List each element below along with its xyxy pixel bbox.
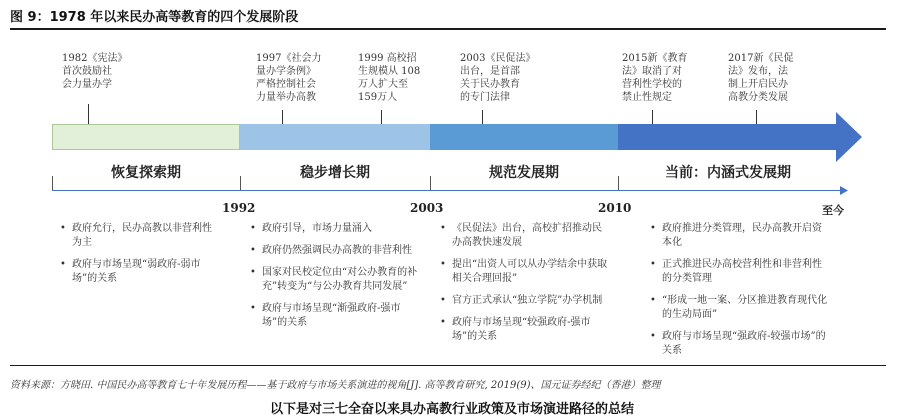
event-tick xyxy=(88,104,89,124)
list-item: • 正式推进民办高校营利性和非营利性的分类管理 xyxy=(650,258,828,286)
title-divider xyxy=(10,28,886,30)
period-label-steady-growth: 稳步增长期 xyxy=(300,165,370,181)
axis-tick xyxy=(240,176,241,190)
event-tick xyxy=(652,110,653,124)
timeline-segment-regulated xyxy=(430,124,618,150)
event-2017-promotion-law: 2017新《民促 法》发布，法 制上开启民办 高教分类发展 xyxy=(728,53,794,103)
list-item: • 政府与市场呈现“较强政府-强市场”的关系 xyxy=(440,316,610,344)
column-recovery xyxy=(60,222,220,294)
timeline-segment-steady-growth xyxy=(240,124,430,150)
period-label-current: 当前：内涵式发展期 xyxy=(665,165,791,181)
axis-tick xyxy=(52,176,53,190)
footer-divider xyxy=(10,365,886,366)
list-item: • 政府仍然强调民办高教的非营利性 xyxy=(250,244,420,258)
period-label-recovery: 恢复探索期 xyxy=(111,165,181,181)
list-item: • 提出“出资人可以从办学结余中获取相关合理回报” xyxy=(440,258,610,286)
year-1992: 1992 xyxy=(222,201,256,215)
cutoff-caption: 以下是对三七全奋以来具办高教行业政策及市场演进路径的总结 xyxy=(270,402,635,417)
figure-title: 图 9：1978 年以来民办高等教育的四个发展阶段 xyxy=(10,10,299,25)
event-tick xyxy=(482,110,483,124)
year-2010: 2010 xyxy=(598,201,632,215)
axis-arrow-icon xyxy=(840,186,848,195)
timeline-arrow-icon xyxy=(836,112,864,162)
source-note: 资料来源：方晓田. 中国民办高等教育七十年发展历程——基于政府与市场关系演进的视角[J]. 高等教育研究, 2019(9)、国元证券经纪（香港）整理 xyxy=(10,380,661,391)
event-1999-expansion: 1999 高校招 生规模从 108 万人扩大至 159万人 xyxy=(358,53,421,103)
timeline-segment-current xyxy=(618,124,836,150)
event-tick xyxy=(282,110,283,124)
year-2003: 2003 xyxy=(410,201,444,215)
column-current xyxy=(650,222,828,366)
axis-tick xyxy=(618,176,619,190)
event-1997-regulation: 1997《社会力 量办学条例》 严格控制社会 力量举办高教 xyxy=(256,53,322,103)
list-item: • 政府与市场呈现“强政府-较强市场”的关系 xyxy=(650,330,828,358)
list-item: • “形成一地一案、分区推进教育现代化的生动局面” xyxy=(650,294,828,322)
list-item: • 政府引导，市场力量涌入 xyxy=(250,222,420,236)
list-item: • 国家对民校定位由“对公办教育的补充”转变为“与公办教育共同发展” xyxy=(250,266,420,294)
period-label-regulated: 规范发展期 xyxy=(489,165,559,181)
list-item: • 政府与市场呈现“渐强政府-强市场”的关系 xyxy=(250,302,420,330)
list-item: • 官方正式承认“独立学院”办学机制 xyxy=(440,294,610,308)
list-item: • 政府推进分类管理，民办高教开启资本化 xyxy=(650,222,828,250)
event-tick xyxy=(756,110,757,124)
year-present: 至今 xyxy=(822,204,844,217)
event-2003-promotion-law: 2003《民促法》 出台，是首部 关于民办教育 的专门法律 xyxy=(460,53,536,103)
event-1982-constitution: 1982《宪法》 首次鼓励社 会力量办学 xyxy=(62,53,128,90)
event-tick xyxy=(381,110,382,124)
column-regulated xyxy=(440,222,610,352)
column-steady-growth xyxy=(250,222,420,338)
list-item: • 政府与市场呈现“弱政府-弱市场”的关系 xyxy=(60,258,220,286)
timeline-axis xyxy=(52,190,842,191)
list-item: • 政府允行，民办高教以非营利性为主 xyxy=(60,222,220,250)
timeline-segment-recovery xyxy=(52,124,240,150)
axis-tick xyxy=(430,176,431,190)
event-2015-education-law: 2015新《教育 法》取消了对 营利性学校的 禁止性规定 xyxy=(622,53,688,103)
list-item: • 《民促法》出台，高校扩招推动民办高教快速发展 xyxy=(440,222,610,250)
